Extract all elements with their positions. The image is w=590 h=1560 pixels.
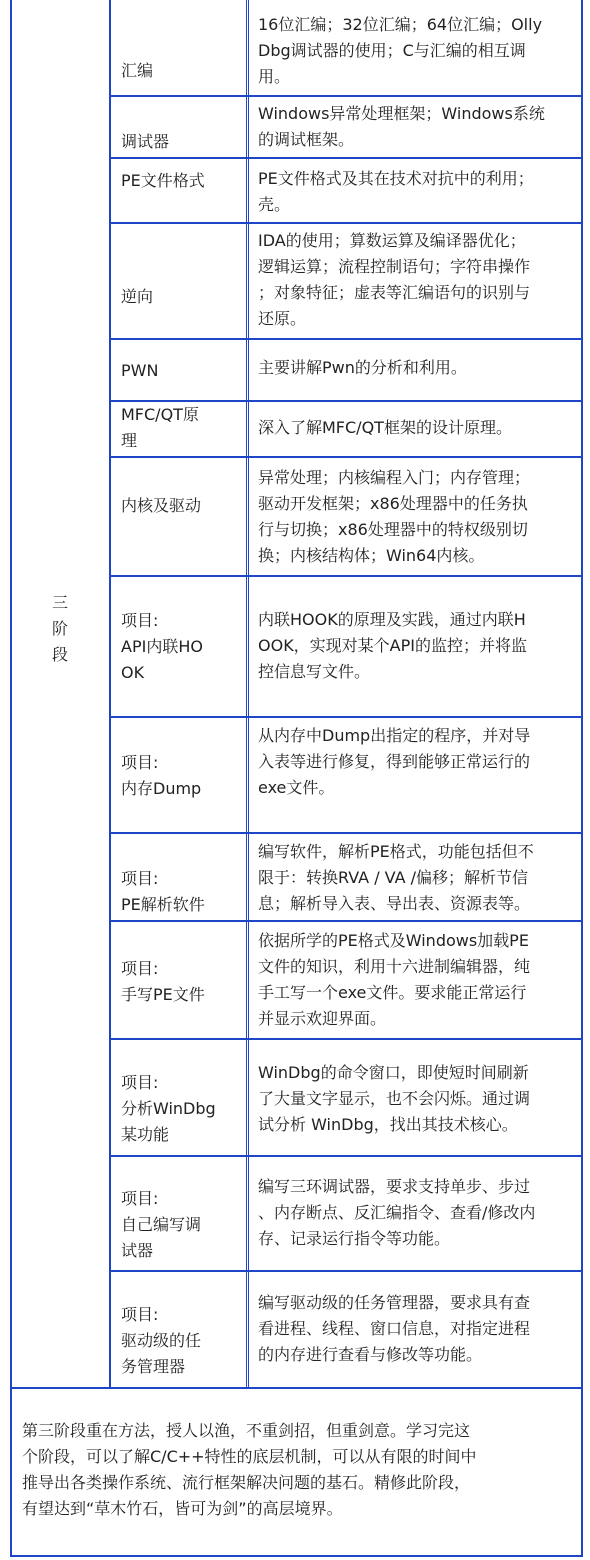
- topic-name: 手写PE文件: [121, 985, 205, 1004]
- topic-description: 的内存进行查看与修改等功能。: [258, 1345, 483, 1364]
- topic-name: 项目:: [121, 611, 159, 630]
- table-border-left: [10, 0, 12, 1557]
- topic-description: 手工写一个exe文件。要求能正常运行: [258, 983, 527, 1002]
- topic-name: 分析WinDbg: [121, 1099, 216, 1118]
- topic-name: 某功能: [121, 1125, 170, 1144]
- row-border: [109, 1270, 583, 1272]
- topic-name: 内核及驱动: [121, 496, 202, 515]
- topic-description: 逻辑运算；流程控制语句；字符串操作: [258, 257, 531, 276]
- topic-name: 项目:: [121, 869, 159, 888]
- stage-label-char: 段: [51, 645, 68, 664]
- stage-label-char: 三: [51, 593, 68, 612]
- topic-name: 项目:: [121, 1073, 159, 1092]
- topic-description: 行与切换；x86处理器中的特权级别切: [258, 520, 528, 539]
- row-border: [109, 1155, 583, 1157]
- topic-name: 项目:: [121, 1305, 159, 1324]
- topic-description: 16位汇编；32位汇编；64位汇编；Olly: [258, 15, 543, 34]
- row-border: [109, 222, 583, 224]
- topic-description: 深入了解MFC/QT框架的设计原理。: [258, 418, 512, 437]
- table-border-right: [581, 0, 583, 1557]
- topic-name: API内联HO: [121, 637, 203, 656]
- table-bottom-border: [10, 1387, 583, 1389]
- stage-summary-line: 有望达到“草木竹石，皆可为剑”的高层境界。: [22, 1499, 343, 1518]
- topic-description: 编写三环调试器，要求支持单步、步过: [258, 1177, 531, 1196]
- topic-description: 控信息写文件。: [258, 662, 371, 681]
- topic-description: 驱动开发框架；x86处理器中的任务执: [258, 494, 528, 513]
- topic-description: 存、记录运行指令等功能。: [258, 1229, 451, 1248]
- topic-description: 文件的知识，利用十六进制编辑器，纯: [258, 957, 531, 976]
- row-border: [109, 157, 583, 159]
- topic-description: WinDbg的命令窗口，即使短时间刷新: [258, 1063, 529, 1082]
- row-border: [109, 920, 583, 922]
- row-border: [109, 575, 583, 577]
- topic-description: 用。: [258, 67, 291, 86]
- topic-name: 项目:: [121, 959, 159, 978]
- topic-name: MFC/QT原: [121, 405, 199, 424]
- row-border: [109, 832, 583, 834]
- name-column-border-inner: [248, 0, 249, 1389]
- topic-description: 从内存中Dump出指定的程序，并对导: [258, 726, 531, 745]
- topic-description: OOK，实现对某个API的监控；并将监: [258, 636, 527, 655]
- topic-description: 了大量文字显示，也不会闪烁。通过调: [258, 1089, 531, 1108]
- topic-name: OK: [121, 663, 145, 682]
- topic-name: 试器: [121, 1241, 154, 1260]
- topic-description: 还原。: [258, 309, 307, 328]
- topic-description: 壳。: [258, 195, 291, 214]
- topic-description: IDA的使用；算数运算及编译器优化；: [258, 231, 526, 250]
- topic-description: 试分析 WinDbg，找出其技术核心。: [258, 1115, 518, 1134]
- stage-label: [50, 590, 70, 668]
- topic-description: 入表等进行修复，得到能够正常运行的: [258, 752, 531, 771]
- topic-name: 自己编写调: [121, 1215, 202, 1234]
- row-border: [109, 338, 583, 340]
- row-border: [109, 716, 583, 718]
- topic-description: 的调试框架。: [258, 130, 355, 149]
- row-border: [109, 1038, 583, 1040]
- stage-column-border: [109, 0, 111, 1389]
- topic-description: 依据所学的PE格式及Windows加载PE: [258, 931, 529, 950]
- topic-description: ；对象特征；虚表等汇编语句的识别与: [258, 283, 531, 302]
- stage-label-char: 阶: [51, 619, 68, 638]
- topic-description: 编写驱动级的任务管理器，要求具有查: [258, 1293, 531, 1312]
- topic-description: 内联HOOK的原理及实践，通过内联H: [258, 610, 526, 629]
- topic-description: 、内存断点、反汇编指令、查看/修改内: [258, 1203, 536, 1222]
- row-border: [109, 95, 583, 97]
- topic-description: Windows异常处理框架；Windows系统: [258, 104, 545, 123]
- topic-description: Dbg调试器的使用；C与汇编的相互调: [258, 41, 526, 60]
- topic-description: PE文件格式及其在技术对抗中的利用；: [258, 169, 534, 188]
- topic-description: 编写软件，解析PE格式，功能包括但不: [258, 842, 534, 861]
- topic-name: 项目:: [121, 1189, 159, 1208]
- stage-summary-line: 个阶段，可以了解C/C++特性的底层机制，可以从有限的时间中: [22, 1447, 477, 1466]
- topic-description: 看进程、线程、窗口信息，对指定进程: [258, 1319, 531, 1338]
- topic-description: 主要讲解Pwn的分析和利用。: [258, 358, 467, 377]
- stage-summary-line: 第三阶段重在方法，授人以渔，不重剑招，但重剑意。学习完这: [22, 1421, 471, 1440]
- row-border: [109, 456, 583, 458]
- topic-name: 驱动级的任: [121, 1331, 202, 1350]
- topic-name: 内存Dump: [121, 779, 202, 798]
- topic-description: exe文件。: [258, 778, 335, 797]
- topic-description: 并显示欢迎界面。: [258, 1009, 387, 1028]
- topic-description: 息；解析导入表、导出表、资源表等。: [258, 894, 531, 913]
- topic-name: PE解析软件: [121, 895, 205, 914]
- topic-name: 理: [121, 431, 138, 450]
- name-column-border: [246, 0, 247, 1389]
- topic-name: PWN: [121, 361, 159, 380]
- topic-description: 限于：转换RVA / VA /偏移；解析节信: [258, 868, 529, 887]
- topic-description: 换；内核结构体；Win64内核。: [258, 546, 485, 565]
- topic-name: PE文件格式: [121, 171, 205, 190]
- topic-name: 逆向: [121, 287, 154, 306]
- topic-name: 调试器: [121, 132, 170, 151]
- topic-name: 务管理器: [121, 1357, 186, 1376]
- stage-summary-line: 推导出各类操作系统、流行框架解决问题的基石。精修此阶段，: [22, 1473, 471, 1492]
- topic-name: 项目:: [121, 753, 159, 772]
- topic-description: 异常处理；内核编程入门；内存管理；: [258, 468, 531, 487]
- topic-name: 汇编: [121, 61, 154, 80]
- footer-bottom-border: [10, 1555, 583, 1557]
